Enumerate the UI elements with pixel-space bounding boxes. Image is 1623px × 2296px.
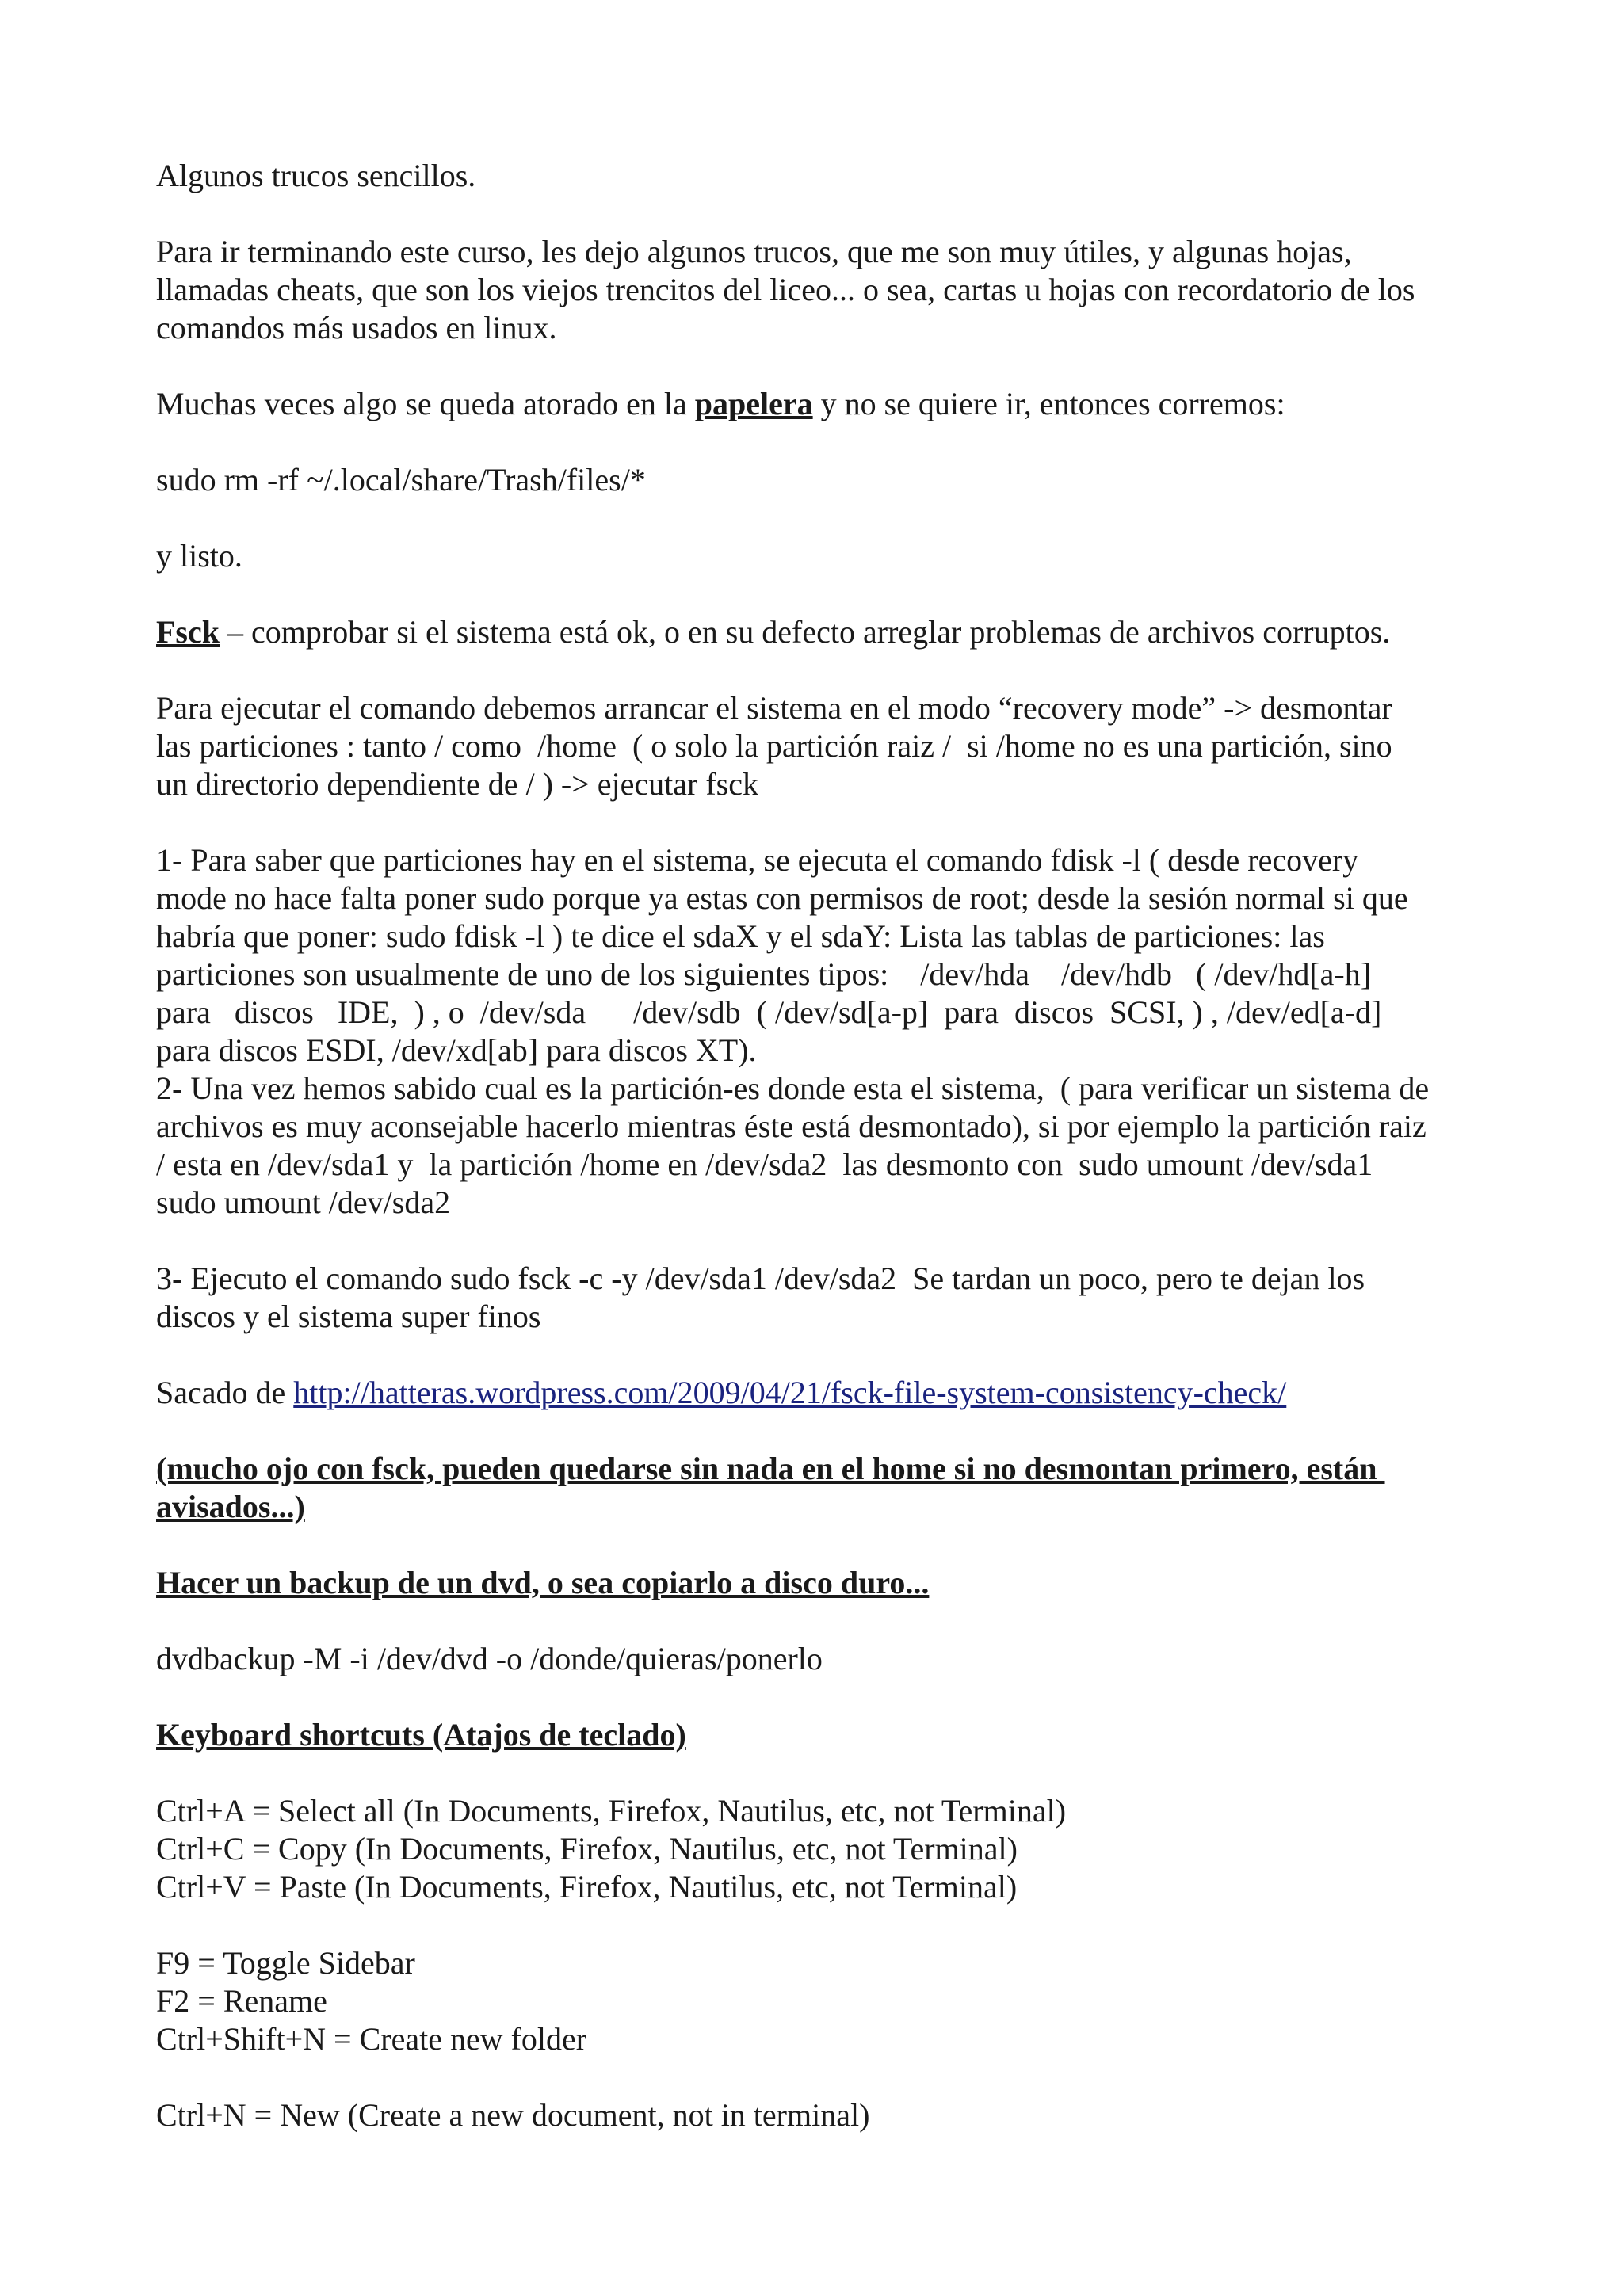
- steps-paragraph: [156, 841, 1480, 1222]
- steps-line: sudo umount /dev/sda2: [156, 1184, 451, 1220]
- steps-line: / esta en /dev/sda1 y la partición /home en /dev/sda2 las desmonto con sudo umount /dev/sda1: [156, 1146, 1373, 1182]
- trash-keyword: papelera: [694, 386, 813, 421]
- fsck-keyword: Fsck: [156, 614, 220, 650]
- exec-line: las particiones : tanto / como /home ( o solo la partición raiz / si /home no es una partición, sino: [156, 728, 1392, 764]
- exec-paragraph: [156, 689, 1480, 803]
- step3-paragraph: [156, 1260, 1480, 1336]
- exec-line: Para ejecutar el comando debemos arrancar el sistema en el modo “recovery mode” -> desmontar: [156, 690, 1392, 726]
- backup-command: dvdbackup -M -i /dev/dvd -o /donde/quieras/ponerlo: [156, 1641, 823, 1676]
- fsck-paragraph: [156, 613, 1480, 651]
- warning-line: avisados...): [156, 1489, 305, 1524]
- steps-line: mode no hace falta poner sudo porque ya estas con permisos de root; desde la sesión normal si que: [156, 880, 1408, 916]
- trash-command: sudo rm -rf ~/.local/share/Trash/files/*: [156, 462, 646, 498]
- shortcut-line: F2 = Rename: [156, 1983, 327, 2019]
- shortcuts-heading: Keyboard shortcuts (Atajos de teclado): [156, 1717, 686, 1753]
- shortcuts-group-3: [156, 2096, 1480, 2134]
- source-paragraph: [156, 1374, 1480, 1412]
- steps-line: 1- Para saber que particiones hay en el sistema, se ejecuta el comando fdisk -l ( desde recovery: [156, 842, 1359, 878]
- trash-text-pre: Muchas veces algo se queda atorado en la: [156, 386, 695, 421]
- shortcut-line: Ctrl+A = Select all (In Documents, Firefox, Nautilus, etc, not Terminal): [156, 1793, 1067, 1829]
- shortcut-line: Ctrl+V = Paste (In Documents, Firefox, Nautilus, etc, not Terminal): [156, 1869, 1018, 1905]
- trash-paragraph: [156, 385, 1480, 423]
- trash-text-post: y no se quiere ir, entonces corremos:: [812, 386, 1285, 421]
- backup-heading: Hacer un backup de un dvd, o sea copiarlo a disco duro...: [156, 1565, 930, 1600]
- intro-line: comandos más usados en linux.: [156, 310, 557, 345]
- step3-line: discos y el sistema super finos: [156, 1299, 541, 1334]
- shortcut-line: F9 = Toggle Sidebar: [156, 1945, 415, 1981]
- listo-text: y listo.: [156, 538, 242, 574]
- source-link[interactable]: http://hatteras.wordpress.com/2009/04/21/fsck-file-system-consistency-check/: [293, 1375, 1287, 1410]
- intro-paragraph: [156, 233, 1480, 347]
- shortcut-line: Ctrl+Shift+N = Create new folder: [156, 2021, 587, 2057]
- exec-line: un directorio dependiente de / ) -> ejecutar fsck: [156, 766, 758, 802]
- source-label: Sacado de: [156, 1375, 294, 1410]
- steps-line: 2- Una vez hemos sabido cual es la partición-es donde esta el sistema, ( para verificar un sistema de: [156, 1070, 1430, 1106]
- fsck-description: – comprobar si el sistema está ok, o en su defecto arreglar problemas de archivos corruptos.: [220, 614, 1391, 650]
- doc-title: Algunos trucos sencillos.: [156, 158, 476, 193]
- shortcut-line: Ctrl+N = New (Create a new document, not in terminal): [156, 2097, 870, 2133]
- shortcut-line: Ctrl+C = Copy (In Documents, Firefox, Nautilus, etc, not Terminal): [156, 1831, 1018, 1867]
- steps-line: para discos IDE, ) , o /dev/sda /dev/sdb ( /dev/sd[a-p] para discos SCSI, ) , /dev/ed[a-d]: [156, 994, 1382, 1030]
- fsck-warning: [156, 1450, 1480, 1526]
- step3-line: 3- Ejecuto el comando sudo fsck -c -y /dev/sda1 /dev/sda2 Se tardan un poco, pero te dejan los: [156, 1261, 1365, 1296]
- steps-line: habría que poner: sudo fdisk -l ) te dice el sdaX y el sdaY: Lista las tablas de particiones: las: [156, 918, 1325, 954]
- intro-line: llamadas cheats, que son los viejos trencitos del liceo... o sea, cartas u hojas con recordatorio de los: [156, 272, 1415, 307]
- steps-line: particiones son usualmente de uno de los siguientes tipos: /dev/hda /dev/hdb ( /dev/hd[a-h]: [156, 956, 1372, 992]
- shortcuts-group-1: [156, 1792, 1480, 1906]
- shortcuts-group-2: [156, 1944, 1480, 2058]
- warning-line: (mucho ojo con fsck, pueden quedarse sin nada en el home si no desmontan primero, están: [156, 1451, 1385, 1486]
- intro-line: Para ir terminando este curso, les dejo algunos trucos, que me son muy útiles, y algunas hojas,: [156, 234, 1352, 269]
- steps-line: para discos ESDI, /dev/xd[ab] para discos XT).: [156, 1032, 757, 1068]
- steps-line: archivos es muy aconsejable hacerlo mientras éste está desmontado), si por ejemplo la partición raiz: [156, 1108, 1426, 1144]
